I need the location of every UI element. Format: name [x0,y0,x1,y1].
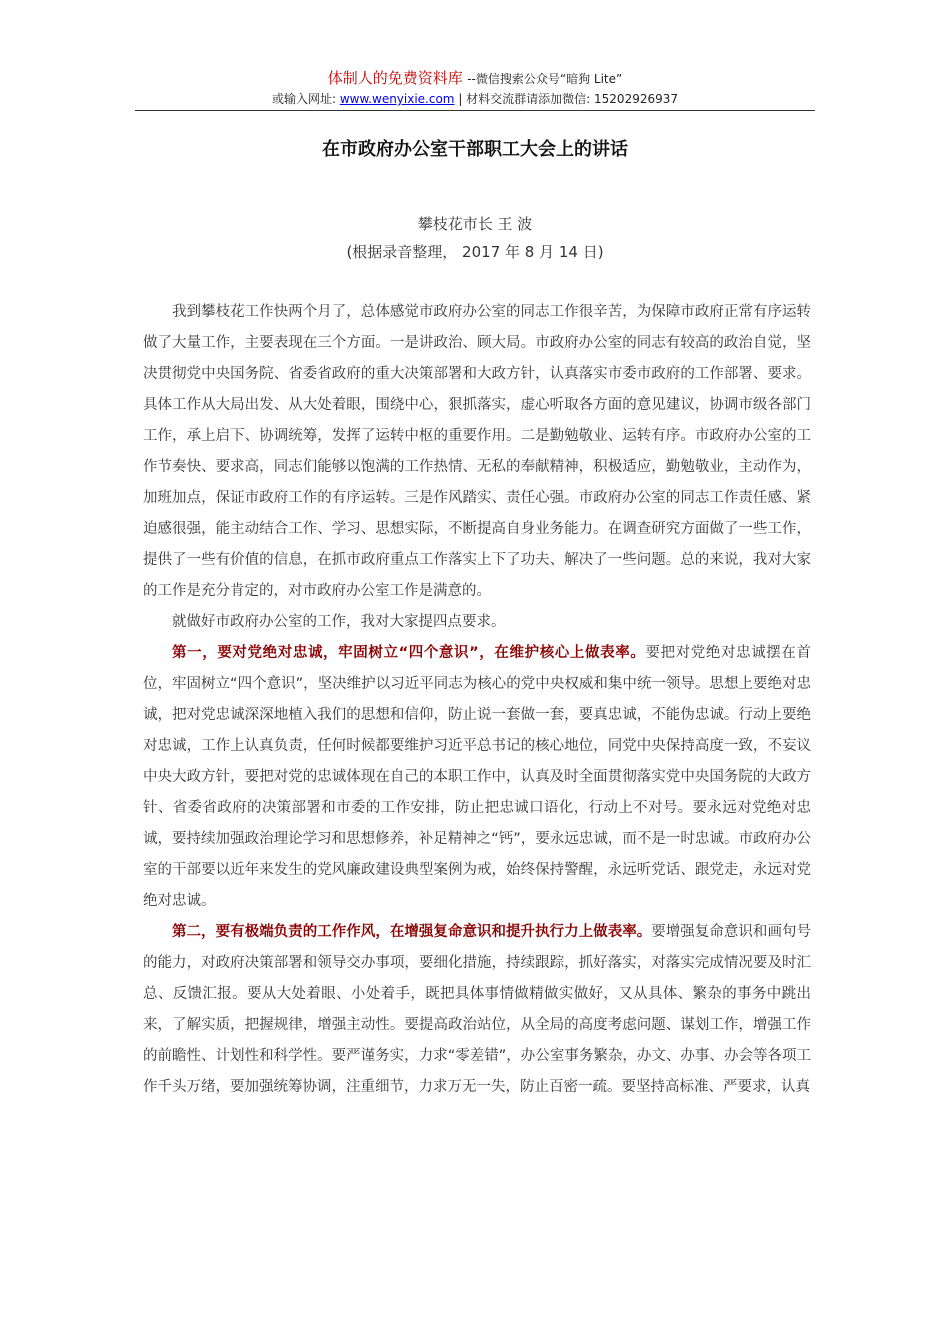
page-header [135,68,815,109]
header-url-prefix: 或输入网址: [271,92,340,106]
paragraph-requirement-2 [143,917,811,1103]
requirement-1-body: 要把对党绝对忠诚摆在首位，牢固树立“四个意识”，坚决维护以习近平同志为核心的党中央权威和集中统一领导。思想上要绝对忠诚，把对党忠诚深深地植入我们的思想和信仰，防止说一套做一套，要真忠诚，不能伪忠诚。行动上要绝对忠诚，工作上认真负责，任何时候都要维护习近平总书记的核心地位，同党中央保持高度一致，不妄议中央大政方针，要把对党的忠诚体现在自己的本职工作中，认真及时全面贯彻落实党中央国务院的大政方针、省委省政府的决策部署和市委的工作安排，防止把忠诚口语化，行动上不对号。要永远对党绝对忠诚，要持续加强政治理论学习和思想修养，补足精神之“钙”，要永远忠诚，而不是一时忠诚。市政府办公室的干部要以近年来发生的党风廉政建设典型案例为戒，始终保持警醒，永远听党话、跟党走，永远对党绝对忠诚。 [143,645,812,909]
requirement-2-heading: 第二，要有极端负责的工作作风，在增强复命意识和提升执行力上做表率。 [172,924,652,940]
header-line-2 [135,89,815,109]
date-note: (根据录音整理， 2017 年 8 月 14 日) [346,243,604,261]
header-divider [135,110,815,111]
header-line-1 [135,68,815,89]
paragraph-requirement-1 [143,638,811,917]
author-line: 攀枝花市长 王 波 [417,215,533,233]
header-contact: | 材料交流群请添加微信: 15202926937 [454,92,679,106]
header-slogan: --微信搜索公众号“暗狗 Lite” [467,72,623,86]
document-title: 在市政府办公室干部职工大会上的讲话 [322,139,628,160]
requirement-1-heading: 第一，要对党绝对忠诚，牢固树立“四个意识”，在维护核心上做表率。 [172,645,646,661]
header-url-link[interactable]: www.wenyixie.com [339,92,455,106]
header-brand: 体制人的免费资料库 [327,69,463,87]
byline [135,210,815,266]
paragraph-intro: 我到攀枝花工作快两个月了，总体感觉市政府办公室的同志工作很辛苦，为保障市政府正常有序运转做了大量工作，主要表现在三个方面。一是讲政治、顾大局。市政府办公室的同志有较高的政治自觉，坚决贯彻党中央国务院、省委省政府的重大决策部署和大政方针，认真落实市委市政府的工作部署、要求。具体工作从大局出发、从大处着眼，围绕中心，狠抓落实，虚心听取各方面的意见建议，协调市级各部门工作，承上启下、协调统筹，发挥了运转中枢的重要作用。二是勤勉敬业、运转有序。市政府办公室的工作节奏快、要求高，同志们能够以饱满的工作热情、无私的奉献精神，积极适应，勤勉敬业，主动作为，加班加点，保证市政府工作的有序运转。三是作风踏实、责任心强。市政府办公室的同志工作责任感、紧迫感很强，能主动结合工作、学习、思想实际，不断提高自身业务能力。在调查研究方面做了一些工作，提供了一些有价值的信息，在抓市政府重点工作落实上下了功夫、解决了一些问题。总的来说，我对大家的工作是充分肯定的，对市政府办公室工作是满意的。 [143,304,811,599]
document-body [143,297,811,1103]
requirement-2-body: 要增强复命意识和画句号的能力，对政府决策部署和领导交办事项，要细化措施，持续跟踪，抓好落实，对落实完成情况要及时汇总、反馈汇报。要从大处着眼、小处着手，既把具体事情做精做实做好，又从具体、繁杂的事务中跳出来，了解实质，把握规律，增强主动性。要提高政治站位，从全局的高度考虑问题、谋划工作，增强工作的前瞻性、计划性和科学性。要严谨务实，力求“零差错”，办公室事务繁杂，办文、办事、办会等各项工作千头万绪，要加强统筹协调，注重细节，力求万无一失，防止百密一疏。要坚持高标准、严要求，认真 [143,924,811,1095]
paragraph-requirements-intro: 就做好市政府办公室的工作，我对大家提四点要求。 [172,614,506,630]
